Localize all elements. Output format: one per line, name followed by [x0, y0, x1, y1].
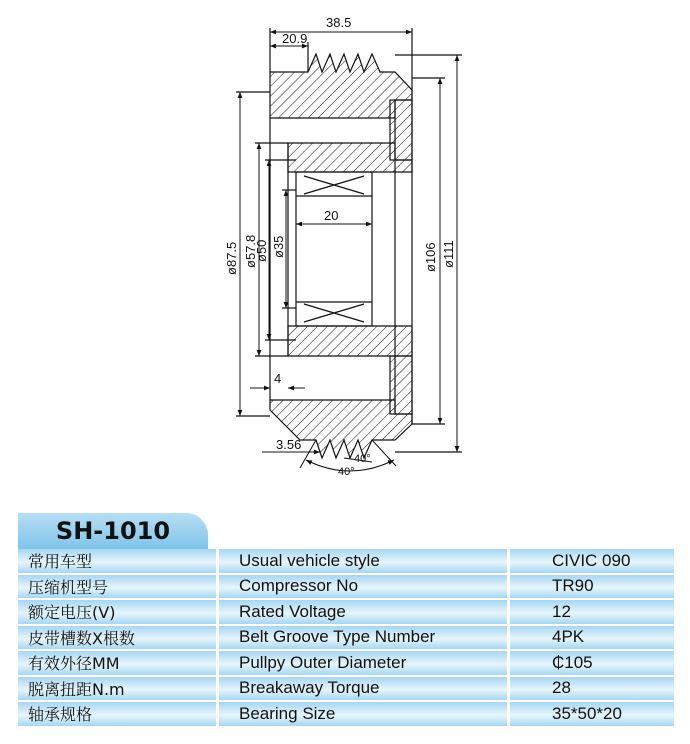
dim-dia-50: ø50 — [254, 239, 269, 262]
spec-label-cn: 额定电压(V) — [18, 600, 219, 626]
model-title: SH-1010 — [55, 517, 171, 545]
spec-label-en: Bearing Size — [219, 702, 510, 728]
bottom-hub-section — [288, 326, 412, 356]
spec-label-en: Rated Voltage — [219, 600, 510, 626]
spec-label-cn: 常用车型 — [18, 549, 219, 575]
spec-label-cn: 脱离扭距N.m — [18, 677, 219, 703]
spec-value: 35*50*20 — [510, 702, 674, 728]
dim-angle-40: 40° — [338, 466, 355, 478]
dim-angle-40-small: 40° — [354, 453, 371, 465]
table-row — [18, 677, 674, 703]
table-row — [18, 600, 674, 626]
table-row — [18, 549, 674, 575]
dim-dia-57-8: ø57.8 — [243, 234, 258, 268]
spec-label-cn: 皮带槽数X根数 — [18, 626, 219, 652]
spec-value: CIVIC 090 — [510, 549, 674, 575]
dim-4: 4 — [274, 371, 282, 386]
spec-label-cn: 轴承规格 — [18, 702, 219, 728]
spec-label-en: Usual vehicle style — [219, 549, 510, 575]
bearing-outer — [296, 172, 372, 326]
dim-3-56: 3.56 — [276, 437, 302, 452]
spec-label-en: Breakaway Torque — [219, 677, 510, 703]
dim-38-5: 38.5 — [326, 15, 352, 30]
spec-label-cn: 压缩机型号 — [18, 575, 219, 601]
spec-label-cn: 有效外径MM — [18, 651, 219, 677]
spec-value: 4PK — [510, 626, 674, 652]
dim-20: 20 — [324, 208, 339, 223]
dim-dia-111: ø111 — [441, 240, 456, 268]
table-row — [18, 575, 674, 601]
spec-table — [18, 549, 674, 728]
dim-dia-87-5: ø87.5 — [224, 241, 239, 275]
spec-value: TR90 — [510, 575, 674, 601]
spec-value: ₵105 — [510, 651, 674, 677]
spec-value: 28 — [510, 677, 674, 703]
table-row — [18, 702, 674, 728]
table-row — [18, 651, 674, 677]
spec-value: 12 — [510, 600, 674, 626]
dim-20-9: 20.9 — [282, 31, 308, 46]
spec-label-en: Belt Groove Type Number — [219, 626, 510, 652]
dim-dia-106: ø106 — [423, 242, 438, 272]
top-hub-section — [288, 143, 412, 172]
spec-label-en: Pullpy Outer Diameter — [219, 651, 510, 677]
dim-dia-35: ø35 — [271, 235, 286, 258]
spec-label-en: Compressor No — [219, 575, 510, 601]
table-row — [18, 626, 674, 652]
